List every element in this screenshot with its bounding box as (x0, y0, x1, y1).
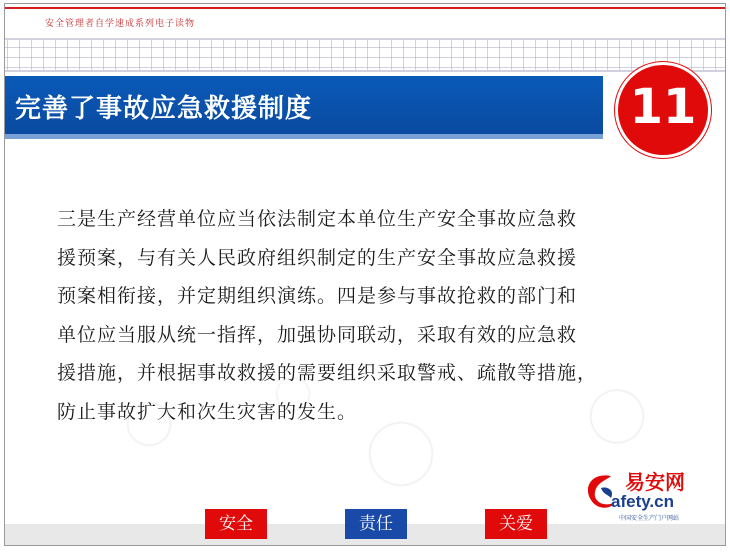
body-text (57, 200, 697, 431)
footer-tag-safety: 安全 (205, 509, 267, 539)
footer-tag-care: 关爱 (485, 509, 547, 539)
page-title: 完善了事故应急救援制度 (15, 94, 313, 124)
logo-domain: afety.cn (611, 492, 674, 511)
body-line: 援措施，并根据事故救援的需要组织采取警戒、疏散等措施， (57, 362, 598, 384)
logo-chinese-name: 易安网 (625, 470, 685, 494)
body-line: 三是生产经营单位应当依法制定本单位生产安全事故应急救 (57, 208, 578, 230)
title-bar (5, 76, 603, 134)
fret-pattern-border (5, 38, 725, 72)
body-line: 援预案，与有关人民政府组织制定的生产安全事故应急救援 (57, 246, 578, 269)
site-logo (581, 464, 701, 522)
series-title: 安全管理者自学速成系列电子读物 (45, 19, 196, 29)
body-line: 防止事故扩大和次生灾害的发生。 (57, 400, 358, 423)
body-line: 预案相衔接，并定期组织演练。四是参与事故抢救的部门和 (57, 285, 578, 307)
number-badge (615, 62, 711, 158)
footer-tag-responsibility: 责任 (345, 509, 407, 539)
number-badge-text: 11 (629, 79, 697, 135)
slide (4, 3, 726, 546)
body-line: 单位应当服从统一指挥，加强协同联动，采取有效的应急救 (57, 323, 578, 346)
top-red-line (5, 7, 725, 9)
logo-subtitle: 中国安全生产门户网站 (619, 515, 680, 522)
